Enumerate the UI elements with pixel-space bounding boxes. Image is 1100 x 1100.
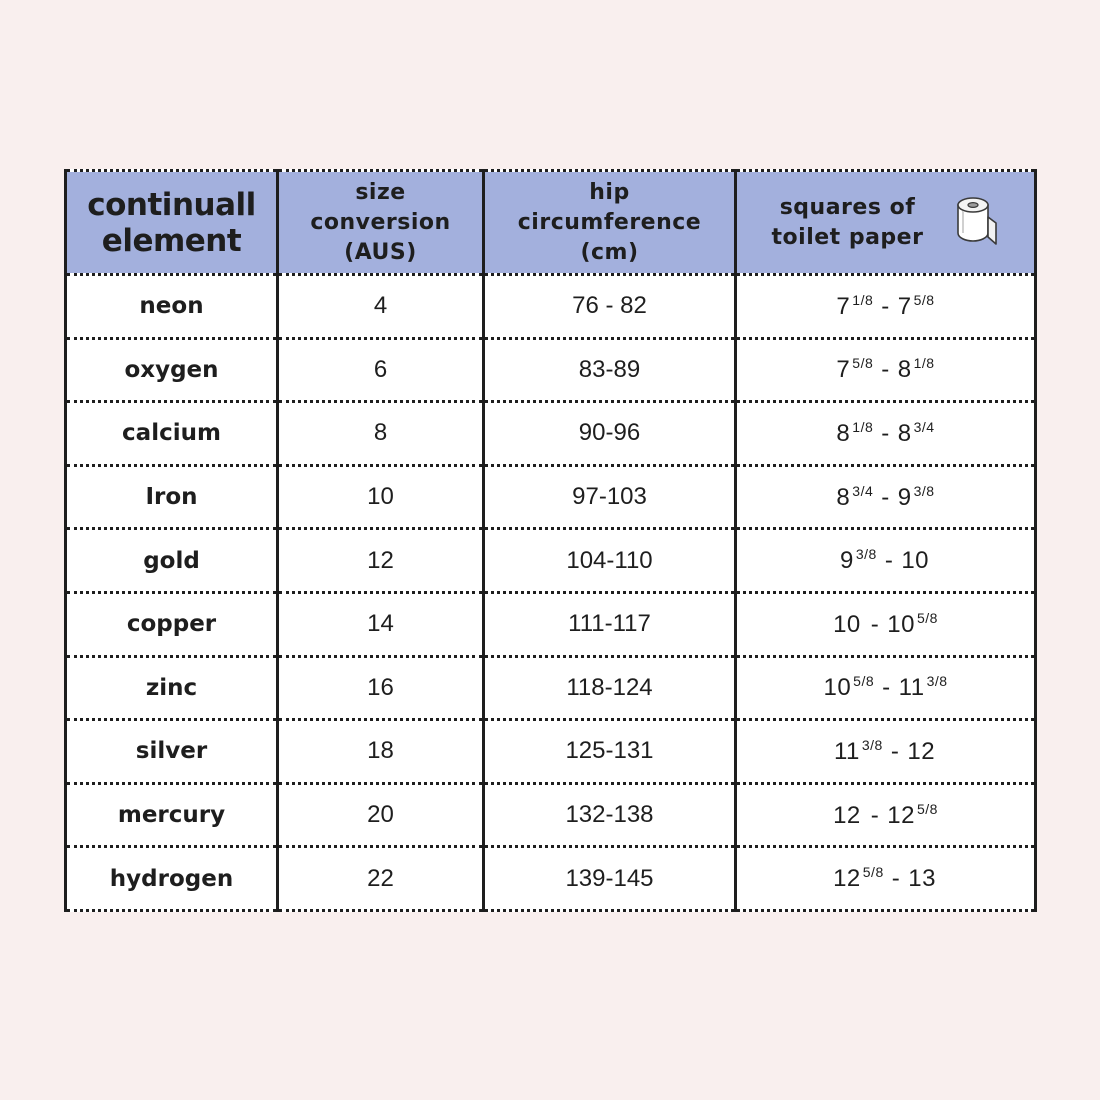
toilet-paper-range [834,738,937,765]
range-from-fraction: 5/8 [862,864,884,881]
cell-toilet-paper [736,783,1036,847]
cell-size: 12 [278,529,484,593]
range-to-whole: 7 [897,292,912,320]
range-from-whole: 7 [836,292,851,320]
header-line: conversion [310,209,451,235]
cell-size: 4 [278,275,484,339]
header-line: squares of [779,194,916,220]
range-from-fraction: 3/8 [855,546,877,563]
table-row [66,402,1036,466]
cell-element: Iron [66,465,278,529]
range-from-whole: 10 [823,674,852,702]
cell-element: silver [66,720,278,784]
range-from-whole: 12 [833,801,861,829]
cell-toilet-paper [736,656,1036,720]
header-line: size [355,179,406,205]
range-from-fraction: 3/4 [852,482,874,499]
table-row [66,720,1036,784]
toilet-paper-range [833,865,938,892]
range-to-whole: 12 [887,801,915,829]
range-to-whole: 10 [901,547,930,575]
cell-size: 18 [278,720,484,784]
range-dash: - [882,674,891,702]
range-from-whole: 10 [833,610,861,638]
cell-hip: 132-138 [484,783,736,847]
header-element [66,171,278,275]
range-to-whole: 11 [898,674,925,702]
range-dash: - [890,737,900,765]
range-to-fraction: 5/8 [916,609,938,626]
range-from-fraction: 5/8 [852,355,874,372]
cell-size: 14 [278,592,484,656]
cell-size: 22 [278,847,484,911]
cell-hip: 90-96 [484,402,736,466]
range-to-fraction: 3/8 [926,673,948,690]
cell-hip: 76 - 82 [484,275,736,339]
range-dash: - [881,356,890,384]
range-from-whole: 12 [833,865,861,893]
toilet-paper-range [823,674,947,701]
cell-toilet-paper [736,402,1036,466]
cell-element: hydrogen [66,847,278,911]
range-from-whole: 9 [839,547,854,575]
table-row [66,783,1036,847]
table-row [66,529,1036,593]
table-row [66,847,1036,911]
header-line: element [101,222,242,259]
toilet-paper-range [836,356,934,383]
table-row [66,465,1036,529]
toilet-paper-range [836,484,934,511]
table-row [66,338,1036,402]
cell-hip: 118-124 [484,656,736,720]
header-line: (AUS) [344,239,417,265]
cell-hip: 139-145 [484,847,736,911]
range-to-fraction: 1/8 [913,355,935,372]
cell-element: gold [66,529,278,593]
range-dash: - [881,483,890,511]
range-from-whole: 7 [836,356,851,384]
cell-hip: 83-89 [484,338,736,402]
range-to-fraction: 3/4 [913,418,935,435]
range-from-whole: 11 [833,737,860,765]
range-from-whole: 8 [836,483,851,511]
range-to-whole: 8 [897,419,912,447]
cell-toilet-paper [736,592,1036,656]
range-from-fraction: 1/8 [852,418,874,435]
table-body [66,275,1036,911]
toilet-paper-range [836,420,934,447]
toilet-paper-range [833,802,938,829]
cell-toilet-paper [736,720,1036,784]
cell-size: 10 [278,465,484,529]
range-to-whole: 12 [907,737,936,765]
toilet-paper-roll-icon [953,193,999,247]
range-to-whole: 8 [897,356,912,384]
cell-size: 16 [278,656,484,720]
cell-hip: 125-131 [484,720,736,784]
range-to-fraction: 5/8 [913,291,935,308]
cell-element: mercury [66,783,278,847]
cell-element: neon [66,275,278,339]
cell-size: 6 [278,338,484,402]
range-to-whole: 13 [908,865,936,893]
cell-hip: 111-117 [484,592,736,656]
cell-size: 20 [278,783,484,847]
range-dash: - [884,547,894,575]
header-line: circumference [517,209,702,235]
header-hip-circumference [484,171,736,275]
range-dash: - [881,292,890,320]
range-from-fraction: 5/8 [853,673,875,690]
range-to-whole: 10 [887,610,915,638]
header-line: toilet paper [771,224,924,250]
cell-hip: 104-110 [484,529,736,593]
cell-toilet-paper [736,847,1036,911]
table-row [66,275,1036,339]
cell-hip: 97-103 [484,465,736,529]
range-from-fraction: 3/8 [861,736,883,753]
header-size-conversion [278,171,484,275]
range-dash: - [891,865,901,893]
toilet-paper-range [840,547,931,574]
cell-toilet-paper [736,529,1036,593]
size-chart-table [64,169,1037,912]
cell-toilet-paper [736,465,1036,529]
table-row [66,656,1036,720]
range-dash: - [870,610,880,638]
cell-element: oxygen [66,338,278,402]
toilet-paper-range [833,611,938,638]
range-to-whole: 9 [897,483,912,511]
range-dash: - [881,419,890,447]
cell-toilet-paper [736,338,1036,402]
header-line: continuall [87,186,256,223]
range-to-fraction: 3/8 [913,482,935,499]
header-line: (cm) [580,239,639,265]
table-row [66,592,1036,656]
cell-toilet-paper [736,275,1036,339]
cell-element: calcium [66,402,278,466]
header-line: hip [589,179,630,205]
range-to-fraction: 5/8 [916,800,938,817]
range-from-fraction: 1/8 [852,291,874,308]
toilet-paper-range [836,293,934,320]
range-from-whole: 8 [836,419,851,447]
cell-element: copper [66,592,278,656]
cell-size: 8 [278,402,484,466]
header-toilet-paper [736,171,1036,275]
header-row [66,171,1036,275]
range-dash: - [870,801,880,829]
cell-element: zinc [66,656,278,720]
